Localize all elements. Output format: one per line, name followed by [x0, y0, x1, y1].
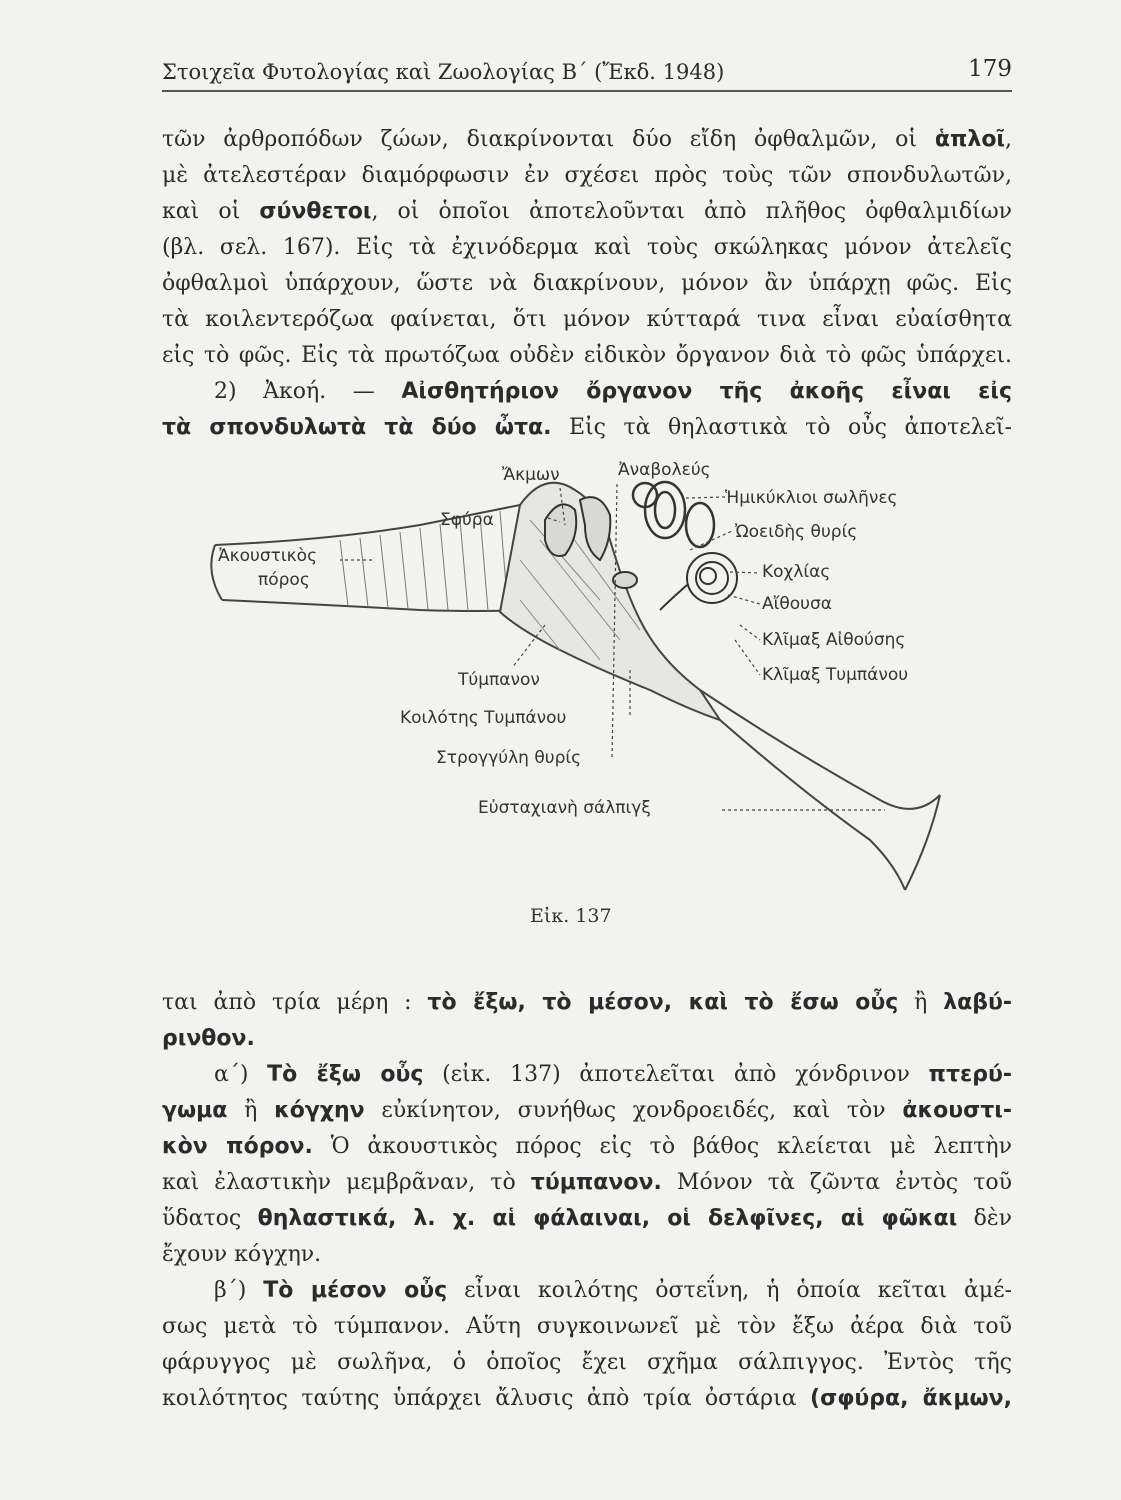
label-eustachian-tube: Εὐσταχιανὴ σάλπιγξ: [478, 798, 651, 818]
text-line-section-heading: 2) Ἀκοή. — Αἰσθητήριον ὄργανον τῆς ἀκοῆς εἶναι εἰς: [214, 379, 1012, 404]
label-poros: πόρος: [258, 570, 310, 590]
label-semicircular-canals: Ἡμικύκλιοι σωλῆνες: [725, 488, 898, 508]
text-line: εἰς τὸ φῶς. Εἰς τὰ πρωτόζωα οὐδὲν εἰδικὸν ὄργανον διὰ τὸ φῶς ὑπάρχει.: [162, 343, 1012, 368]
text-line: ὀφθαλμοὶ ὑπάρχουν, ὥστε νὰ διακρίνουν, μόνον ἂν ὑπάρχῃ φῶς. Εἰς: [162, 271, 1012, 296]
label-tympanic-cavity: Κοιλότης Τυμπάνου: [400, 708, 567, 728]
label-vestibule: Αἴθουσα: [762, 594, 833, 614]
text-line: α΄) Τὸ ἔξω οὖς (εἰκ. 137) ἀποτελεῖται ἀπὸ χόνδρινον πτερύ-: [214, 1062, 1012, 1087]
label-scala-tympani: Κλῖμαξ Τυμπάνου: [762, 665, 909, 685]
text-line: καὶ ἐλαστικὴν μεμβρᾶναν, τὸ τύμπανον. Μόνον τὰ ζῶντα ἐντὸς τοῦ: [162, 1170, 1012, 1195]
text-line: τῶν ἀρθροπόδων ζώων, διακρίνονται δύο εἴδη ὀφθαλμῶν, οἱ ἁπλοῖ,: [162, 127, 1012, 152]
text-line: τὰ κοιλεντερόζωα φαίνεται, ὅτι μόνον κύτταρά τινα εἶναι εὐαίσθητα: [162, 307, 1012, 332]
label-akmon: Ἄκμων: [502, 465, 560, 485]
text-line: τὰ σπονδυλωτὰ τὰ δύο ὦτα. Εἰς τὰ θηλαστικὰ τὸ οὖς ἀποτελεῖ-: [162, 415, 1012, 440]
page-number: 179: [968, 56, 1012, 82]
text-line: ἔχουν κόγχην.: [162, 1242, 322, 1267]
label-anavoleus: Ἀναβολεύς: [618, 460, 711, 480]
running-title: Στοιχεῖα Φυτολογίας καὶ Ζωολογίας Β΄ (Ἔκδ. 1948): [162, 60, 725, 84]
text-line: σως μετὰ τὸ τύμπανον. Αὕτη συγκοινωνεῖ μὲ τὸν ἔξω ἀέρα διὰ τοῦ: [162, 1314, 1012, 1339]
cochlea: [660, 553, 737, 610]
text-line: γωμα ἢ κόγχην εὐκίνητον, συνήθως χονδροειδές, καὶ τὸν ἀκουστι-: [162, 1098, 1012, 1123]
text-line: (βλ. σελ. 167). Εἰς τὰ ἐχινόδερμα καὶ τοὺς σκώληκας μόνον ἀτελεῖς: [162, 235, 1012, 260]
label-cochlea: Κοχλίας: [762, 562, 831, 582]
text-line: κοιλότητος ταύτης ὑπάρχει ἄλυσις ἀπὸ τρία ὀστάρια (σφύρα, ἄκμων,: [162, 1386, 1012, 1411]
text-line: ται ἀπὸ τρία μέρη : τὸ ἔξω, τὸ μέσον, καὶ τὸ ἔσω οὖς ἢ λαβύ-: [162, 990, 1012, 1015]
text-line: καὶ οἱ σύνθετοι, οἱ ὁποῖοι ἀποτελοῦνται ἀπὸ πλῆθος ὀφθαλμιδίων: [162, 199, 1013, 224]
semicircular-canals: [633, 482, 714, 547]
text-line: ρινθον.: [162, 1026, 255, 1051]
label-akoustikos: Ἀκουστικὸς: [218, 546, 318, 566]
text-line: β΄) Τὸ μέσον οὖς εἶναι κοιλότης ὀστεΐνη, ἡ ὁποία κεῖται ἀμέ-: [214, 1278, 1012, 1303]
label-tympanon: Τύμπανον: [458, 670, 540, 690]
eustachian-tube: [700, 690, 940, 890]
label-scala-vestibuli: Κλῖμαξ Αἰθούσης: [762, 630, 906, 650]
text-line: μὲ ἀτελεστέραν διαμόρφωσιν ἐν σχέσει πρὸς τοὺς τῶν σπονδυλωτῶν,: [162, 163, 1012, 188]
label-round-window: Στρογγύλη θυρίς: [436, 748, 582, 768]
paragraph-ear-parts: [162, 985, 1012, 1417]
figure-caption: Εἰκ. 137: [530, 905, 612, 927]
text-line: ὕδατος θηλαστικά, λ. χ. αἱ φάλαιναι, οἱ δελφῖνες, αἱ φῶκαι δὲν: [162, 1206, 1012, 1231]
text-line: κὸν πόρον. Ὁ ἀκουστικὸς πόρος εἰς τὸ βάθος κλείεται μὲ λεπτὴν: [162, 1134, 1012, 1159]
label-sfyra: Σφύρα: [440, 510, 494, 530]
text-line: φάρυγγος μὲ σωλῆνα, ὁ ὁποῖος ἔχει σχῆμα σάλπιγγος. Ἐντὸς τῆς: [162, 1350, 1012, 1375]
label-oval-window: Ὠοειδὴς θυρίς: [735, 522, 858, 542]
